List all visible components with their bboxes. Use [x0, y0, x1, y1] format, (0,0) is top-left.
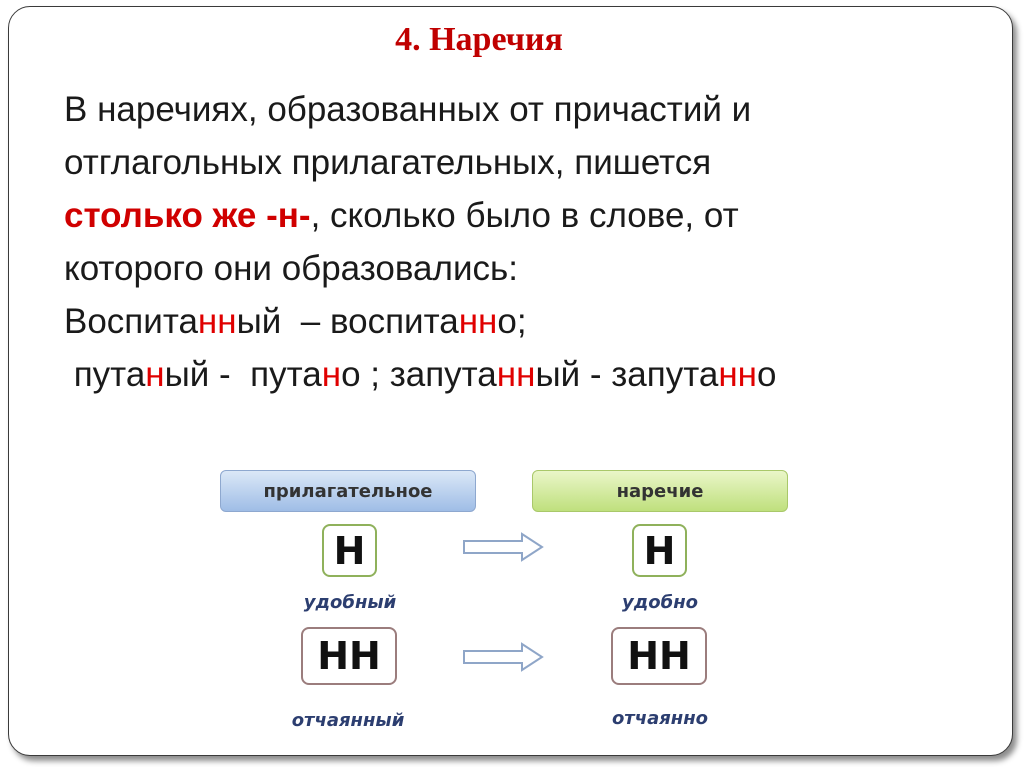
- adjective-single-n-box: Н: [322, 524, 377, 577]
- adverb-header: наречие: [532, 470, 788, 512]
- adjective-example-single: удобный: [303, 592, 397, 613]
- rule-highlight: столько же -н-: [64, 196, 311, 235]
- adjective-header: прилагательное: [220, 470, 476, 512]
- example-suffix: нн: [197, 302, 237, 341]
- example-text: ый - запута: [535, 355, 719, 394]
- slide-title: 4. Наречия: [395, 21, 563, 58]
- adverb-example-double: отчаянно: [611, 708, 709, 729]
- example-text: о ; запута: [341, 355, 497, 394]
- example-suffix: нн: [718, 355, 758, 394]
- example-text: ый – воспита: [236, 302, 459, 341]
- example-text: о;: [497, 302, 527, 341]
- example-text: пута: [64, 355, 146, 394]
- adverb-single-n-box: Н: [632, 524, 687, 577]
- right-arrow-icon: [462, 642, 544, 672]
- example-text: Воспита: [64, 302, 198, 341]
- example-suffix: нн: [496, 355, 536, 394]
- adjective-double-n-box: НН: [301, 627, 397, 685]
- adverb-example-single: удобно: [621, 592, 698, 613]
- example-suffix: н: [321, 355, 342, 394]
- right-arrow-icon: [462, 532, 544, 562]
- rule-line-1: В наречиях, образованных от причастий и: [64, 90, 752, 129]
- example-suffix: нн: [458, 302, 498, 341]
- rule-line-2: отглагольных прилагательных, пишется: [64, 143, 712, 182]
- rule-line-4: которого они образовались:: [64, 249, 518, 288]
- example-suffix: н: [145, 355, 165, 394]
- adverb-double-n-box: НН: [611, 627, 707, 685]
- rule-line-3-rest: , сколько было в слове, от: [310, 196, 739, 235]
- adjective-example-double: отчаянный: [291, 710, 405, 731]
- example-text: о: [757, 355, 777, 394]
- example-text: ый - пута: [164, 355, 322, 394]
